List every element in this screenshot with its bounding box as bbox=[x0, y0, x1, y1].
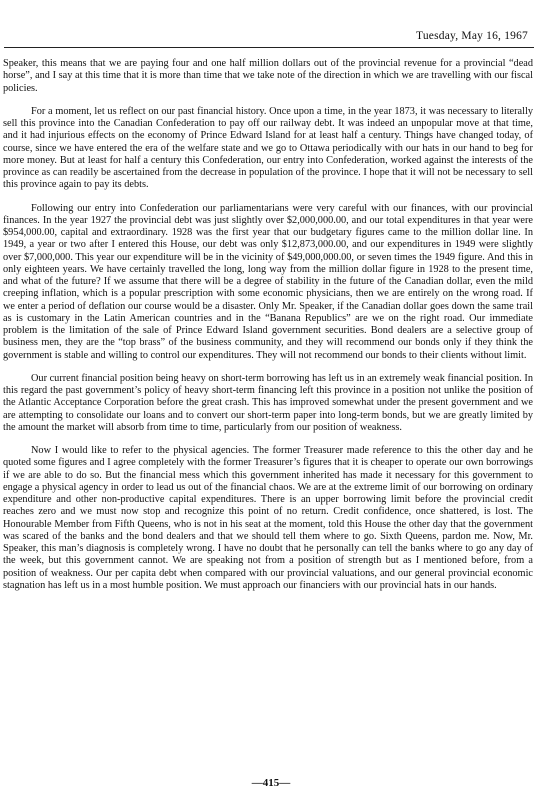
paragraph-5: Now I would like to refer to the physical agencies. The former Treasurer made reference to this the other day and he quoted some figures and I agree completely with the former Treasurer’s figures that it is cheaper to operate our own borrowings if we are able to do so. But the financial mess which this government inherited has made it necessary for this government to engage a physical agency in order to lead us out of the financial chaos. We are at the extreme limit of our borrowing on ordinary expenditure and other non-productive capital expenditures. There is an upper borrowing limit before the provincial credit reaches zero and we must now stop and recognize this point of no return. Credit confidence, once shattered, is lost. The Honourable Member from Fifth Queens, who is not in his seat at the moment, told this House the other day that the government was scared of the banks and the bond dealers and that we should tell them where to go. Sixth Queens, pardon me. Now, Mr. Speaker, this man’s diagnosis is completely wrong. I have no doubt that he personally can tell the banks where to go any day of the week, but this government cannot. We are speaking not from a position of strength but as I mentioned before, from a position of weakness. Our per capita debt when compared with our provincial valuations, and our general provincial economic stagnation has left us in a most humble position. We must approach our financiers with our provincial hats in our hands. bbox=[3, 445, 533, 591]
paragraph-2: For a moment, let us reflect on our past financial history. Once upon a time, in the year 1873, it was necessary to literally sell this province into the Canadian Confederation to pay off our railway debt. It was indeed an unpopular move at that time, and it had injurious effects on the economy of Prince Edward Island for at least half a century. Things have changed today, of course, since we have entered the era of the welfare state and we go to Ottawa periodically with our hats in our hand to beg for more money. But at least for half a century this Confederation, our entry into Confederation, worked against the interests of the province as can readily be ascertained from the decrease in population of the province. I hope that it will not be necessary to sell this province again to pay its debts. bbox=[3, 105, 533, 191]
paragraph-4: Our current financial position being heavy on short-term borrowing has left us in an extremely weak financial position. In this regard the past government’s policy of heavy short-term financing left this province in a position not unlike the position of the Atlantic Acceptance Corporation before the great crash. This has improved somewhat under the present government and we are attempting to consolidate our loans and to convert our short-term paper into long-term bonds, but we are greatly limited by the amount the market will absorb from time to time, particularly from our position of weakness. bbox=[3, 372, 533, 433]
page-number: —415— bbox=[251, 777, 291, 789]
paragraph-3: Following our entry into Confederation our parliamentarians were very careful with our finances, with our provincial finances. In the year 1927 the provincial debt was just slightly over $2,000,000.00, and our total expenditures in that year were $954,000.00, capital and extraordinary. 1928 was the first year that our budgetary figures came to the million dollar line. In 1949, a year or two after I entered this House, our debt was only $12,873,000.00, and our expenditures in 1949 were slightly over $7,000,000. This year our expenditure will be in the vicinity of $49,000,000.00, or seven times the 1949 figure. And this in only eighteen years. We have certainly travelled the long, long way from the million dollar figure in 1928 to the present time, and what of the future? If we assume that there will be a degree of stability in the future of the Canadian dollar, even the mild creeping inflation, which is a popular prescription with some economic physicians, then we are entirely on the wrong road. If we enter a period of deflation our course would be a disaster. Only Mr. Speaker, if the Canadian dollar goes down the same trail as is customary in the Latin American countries and in the “Banana Republics” are we on the right road. Our immediate problem is the limitation of the sale of Prince Edward Island government securities. Bond dealers are a selective group of business men, they are the “top brass” of the business community, and they will recommend our bonds only if they think the government is stable and willing to control our expenditures. They will not recommend our bonds to their clients without limit. bbox=[3, 202, 533, 361]
page-header-date: Tuesday, May 16, 1967 bbox=[416, 30, 528, 42]
paragraph-1: Speaker, this means that we are paying four and one half million dollars out of the provincial revenue for a provincial “dead horse”, and I say at this time that it is more than time that we take note of the direction in which we are travelling with our fiscal policies. bbox=[3, 58, 533, 94]
header-rule bbox=[4, 47, 534, 48]
document-body bbox=[3, 58, 533, 603]
